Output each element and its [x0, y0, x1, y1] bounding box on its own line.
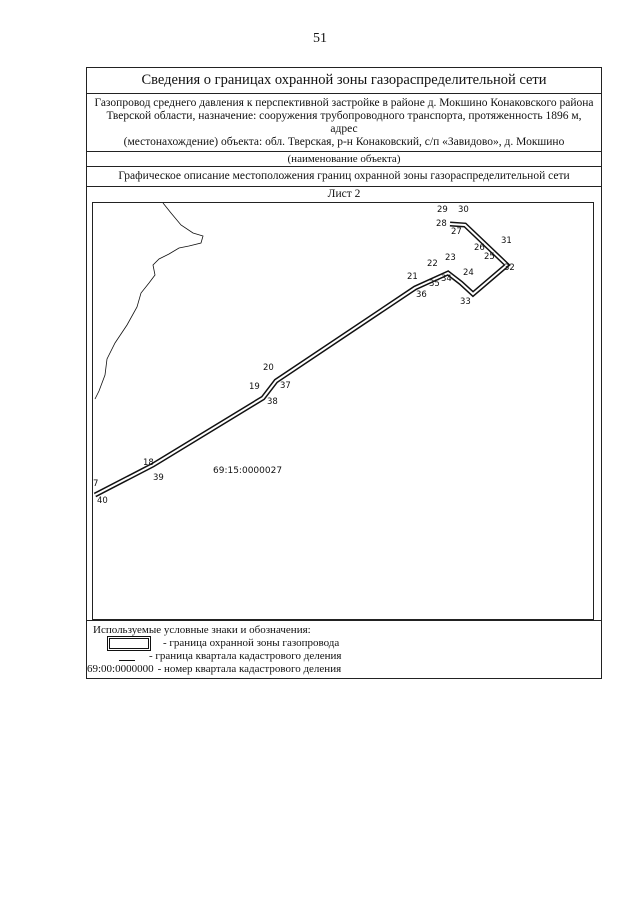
block-boundary-swatch [119, 660, 135, 661]
sheet-label: Лист 2 [327, 188, 361, 200]
info-form [86, 67, 602, 679]
object-name-line: Тверской области, назначение: сооружения трубопроводного транспорта, протяженность 1896 м, адрес [106, 110, 582, 135]
point-label: 35 [429, 279, 440, 289]
legend-item-block-number [87, 663, 601, 676]
cadastral-block-boundary [95, 203, 203, 399]
point-label: 22 [427, 259, 438, 269]
graphic-description-heading: Графическое описание местоположения границ охранной зоны газораспределительной сети [87, 167, 601, 187]
point-label: 25 [484, 252, 495, 262]
point-label: 21 [407, 272, 418, 282]
point-label: 20 [263, 363, 274, 373]
point-label: 23 [445, 253, 456, 263]
point-label: 30 [458, 205, 469, 215]
legend [87, 620, 601, 678]
block-code-sample: 69:00:0000000 [87, 663, 154, 675]
point-label: 27 [451, 227, 462, 237]
map-area [87, 202, 601, 620]
point-label: 29 [437, 205, 448, 215]
point-label: 37 [280, 381, 291, 391]
point-label: 33 [460, 297, 471, 307]
object-name-line: Газопровод среднего давления к перспективной застройке в районе д. Мокшино Конаковского района [94, 97, 594, 109]
object-name-caption: (наименование объекта) [87, 152, 601, 167]
protection-zone-inner [95, 224, 507, 495]
legend-block-number-text: - номер квартала кадастрового деления [157, 663, 342, 675]
point-label: 36 [416, 290, 427, 300]
legend-item-zone [93, 637, 601, 650]
page-number: 51 [313, 31, 327, 46]
form-title: Сведения о границах охранной зоны газораспределительной сети [87, 68, 601, 94]
point-label: 28 [436, 219, 447, 229]
point-label: 19 [249, 382, 260, 392]
point-label: 39 [153, 473, 164, 483]
point-label: 38 [267, 397, 278, 407]
point-label: 7 [93, 479, 99, 489]
point-label: 26 [474, 243, 485, 253]
point-label: 32 [504, 263, 515, 273]
point-label: 34 [441, 274, 452, 284]
boundary-map [93, 203, 594, 620]
point-label: 18 [143, 458, 154, 468]
protection-zone-boundary [95, 224, 507, 495]
legend-zone-text: - граница охранной зоны газопровода [163, 637, 340, 649]
object-name [87, 94, 601, 152]
zone-boundary-swatch [109, 638, 149, 649]
object-name-line: (местонахождение) объекта: обл. Тверская, р-н Конаковский, с/п «Завидово», д. Мокшино [123, 136, 565, 148]
legend-heading: Используемые условные знаки и обозначения: [93, 624, 311, 636]
map-frame [92, 202, 594, 620]
point-label: 31 [501, 236, 512, 246]
point-label: 24 [463, 268, 474, 278]
legend-block-text: - граница квартала кадастрового деления [149, 650, 342, 662]
point-label: 40 [97, 496, 108, 506]
cadastral-block-number: 69:15:0000027 [213, 466, 283, 476]
legend-item-block [93, 650, 601, 663]
